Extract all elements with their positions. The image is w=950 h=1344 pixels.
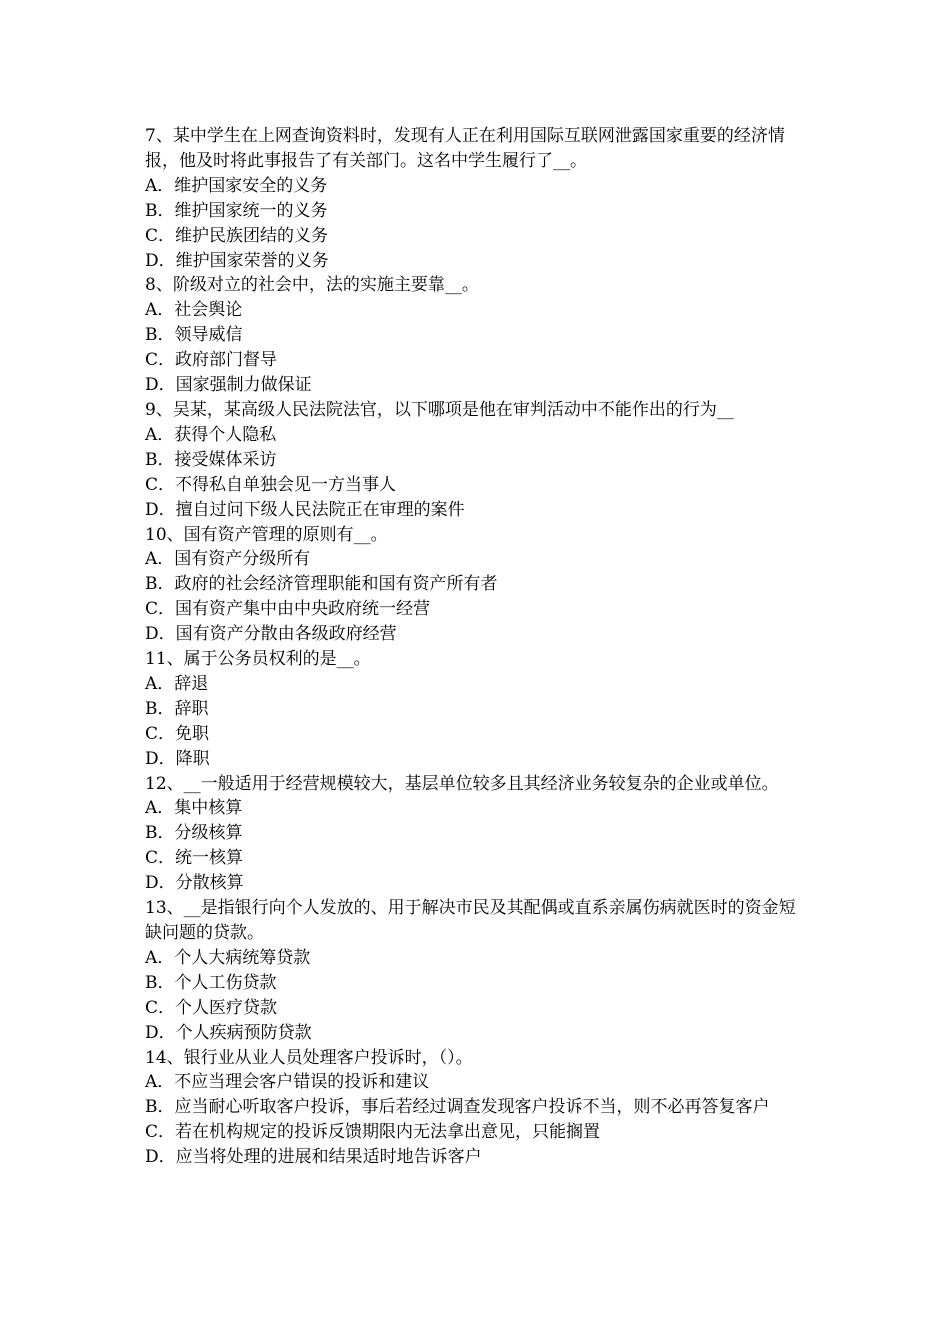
question-7 — [145, 124, 810, 273]
option-a: A．集中核算 — [145, 798, 243, 819]
option-c: C．国有资产集中由中央政府统一经营 — [145, 599, 431, 620]
option-d: D．国有资产分散由各级政府经营 — [145, 624, 397, 645]
question-stem: 11、属于公务员权利的是__。 — [145, 649, 371, 670]
question-9 — [145, 398, 810, 523]
option-d: D．应当将处理的进展和结果适时地告诉客户 — [145, 1147, 482, 1168]
option-d: D．降职 — [145, 748, 210, 769]
option-c: C．统一核算 — [145, 848, 244, 869]
option-b: B．接受媒体采访 — [145, 449, 277, 470]
option-a: A．社会舆论 — [145, 300, 243, 321]
option-a: A．获得个人隐私 — [145, 424, 277, 445]
option-d: D．维护国家荣誉的义务 — [145, 250, 329, 271]
question-stem: 12、__一般适用于经营规模较大，基层单位较多且其经济业务较复杂的企业或单位。 — [145, 773, 779, 794]
option-c: C．不得私自单独会见一方当事人 — [145, 474, 397, 495]
option-b: B．个人工伤贷款 — [145, 972, 277, 993]
option-c: C．若在机构规定的投诉反馈期限内无法拿出意见，只能搁置 — [145, 1122, 601, 1143]
question-10 — [145, 523, 810, 648]
question-stem: 8、阶级对立的社会中，法的实施主要靠__。 — [145, 275, 479, 296]
option-d: D．擅自过问下级人民法院正在审理的案件 — [145, 499, 465, 520]
option-b: B．领导威信 — [145, 325, 243, 346]
question-list — [145, 124, 810, 1170]
option-b: B．政府的社会经济管理职能和国有资产所有者 — [145, 574, 498, 595]
question-8 — [145, 273, 810, 398]
option-d: D．国家强制力做保证 — [145, 375, 312, 396]
question-12 — [145, 772, 810, 897]
option-d: D．个人疾病预防贷款 — [145, 1022, 312, 1043]
question-stem: 10、国有资产管理的原则有__。 — [145, 524, 388, 545]
option-c: C．政府部门督导 — [145, 350, 278, 371]
option-a: A．辞退 — [145, 673, 209, 694]
option-b: B．维护国家统一的义务 — [145, 200, 328, 221]
question-stem: 9、吴某，某高级人民法院法官，以下哪项是他在审判活动中不能作出的行为__ — [145, 399, 734, 420]
option-c: C．维护民族团结的义务 — [145, 225, 329, 246]
question-11 — [145, 647, 810, 772]
option-c: C．个人医疗贷款 — [145, 997, 278, 1018]
option-d: D．分散核算 — [145, 873, 244, 894]
option-a: A．国有资产分级所有 — [145, 549, 311, 570]
question-stem: 14、银行业从业人员处理客户投诉时，（）。 — [145, 1047, 473, 1068]
option-a: A．不应当理会客户错误的投诉和建议 — [145, 1072, 430, 1093]
question-13 — [145, 896, 810, 1045]
option-a: A．个人大病统筹贷款 — [145, 947, 311, 968]
option-b: B．应当耐心听取客户投诉，事后若经过调查发现客户投诉不当，则不必再答复客户 — [145, 1097, 770, 1118]
question-14 — [145, 1046, 810, 1171]
option-b: B．辞职 — [145, 698, 209, 719]
option-a: A．维护国家安全的义务 — [145, 175, 328, 196]
option-c: C．免职 — [145, 723, 210, 744]
question-stem: 13、__是指银行向个人发放的、用于解决市民及其配偶或直系亲属伤病就医时的资金短缺问题的贷款。 — [145, 898, 796, 943]
question-stem: 7、某中学生在上网查询资料时，发现有人正在利用国际互联网泄露国家重要的经济情报，他及时将此事报告了有关部门。这名中学生履行了__。 — [145, 126, 785, 171]
option-b: B．分级核算 — [145, 823, 243, 844]
